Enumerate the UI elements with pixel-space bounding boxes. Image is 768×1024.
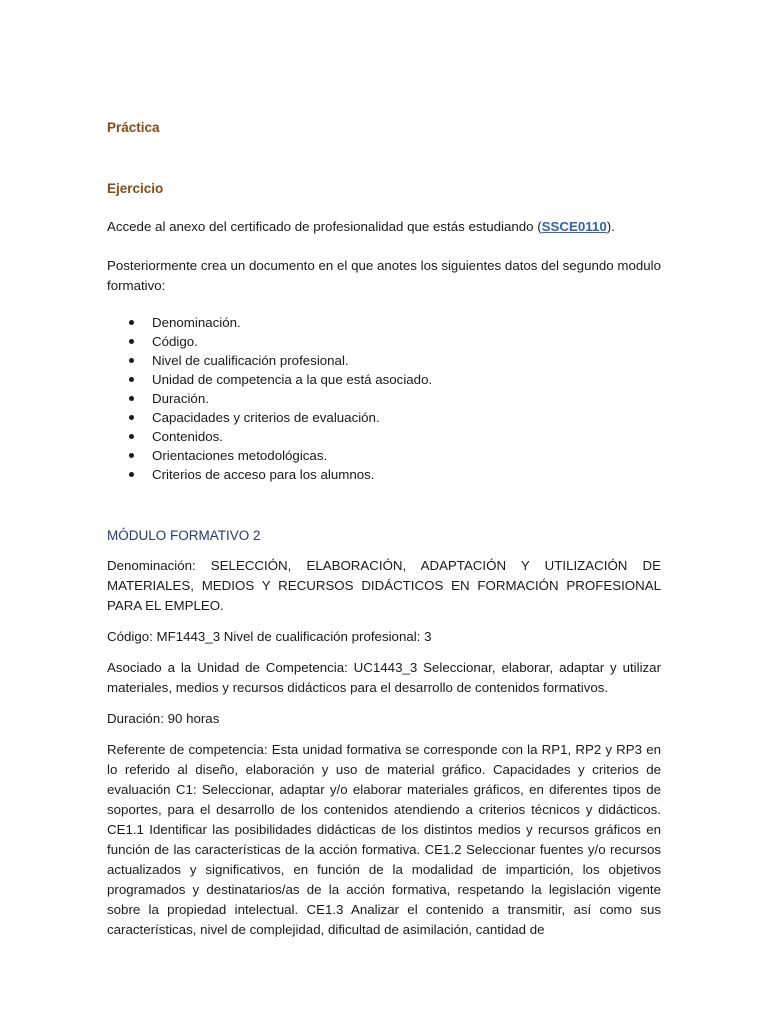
bullet-icon — [129, 453, 134, 458]
bullet-icon — [129, 339, 134, 344]
instructions-paragraph: Posteriormente crea un documento en el que anotes los siguientes datos del segundo modulo formativo: — [107, 258, 661, 293]
list-item: Código. — [107, 332, 661, 351]
data-list — [107, 313, 661, 484]
module-title: MÓDULO FORMATIVO 2 — [107, 528, 261, 543]
intro-text-before: Accede al anexo del certificado de profesionalidad que estás estudiando ( — [107, 219, 542, 234]
asociado-paragraph: Asociado a la Unidad de Competencia: UC1443_3 Seleccionar, elaborar, adaptar y utilizar materiales, medios y recursos didácticos para el desarrollo de contenidos formativos. — [107, 660, 661, 695]
bullet-icon — [129, 472, 134, 477]
bullet-icon — [129, 396, 134, 401]
referente-paragraph: Referente de competencia: Esta unidad formativa se corresponde con la RP1, RP2 y RP3 en lo referido al diseño, elaboración y uso de material gráfico. Capacidades y criterios de evaluación C1: Seleccionar, adaptar y/o elaborar materiales gráficos, en diferentes tipos de soportes, para el desarrollo de los contenidos atendiendo a criterios técnicos y didácticos. CE1.1 Identificar las posibilidades didácticas de los distintos medios y recursos gráficos en función de las características de la acción formativa. CE1.2 Seleccionar fuentes y/o recursos actualizados y significativos, en función de la modalidad de impartición, los objetivos programados y destinatarios/as de la acción formativa, respetando la legislación vigente sobre la propiedad intelectual. CE1.3 Analizar el contenido a transmitir, así como sus características, nivel de complejidad, dificultad de asimilación, cantidad de — [107, 742, 661, 937]
bullet-icon — [129, 415, 134, 420]
denominacion-paragraph: Denominación: SELECCIÓN, ELABORACIÓN, ADAPTACIÓN Y UTILIZACIÓN DE MATERIALES, MEDIOS Y RECURSOS DIDÁCTICOS EN FORMACIÓN PROFESIONAL PARA EL EMPLEO. — [107, 558, 661, 613]
bullet-icon — [129, 434, 134, 439]
bullet-icon — [129, 358, 134, 363]
list-item: Unidad de competencia a la que está asociado. — [107, 370, 661, 389]
list-item: Contenidos. — [107, 427, 661, 446]
list-item: Denominación. — [107, 313, 661, 332]
heading-practica: Práctica — [107, 120, 160, 135]
codigo-paragraph: Código: MF1443_3 Nivel de cualificación profesional: 3 — [107, 629, 432, 644]
list-item: Duración. — [107, 389, 661, 408]
list-item: Capacidades y criterios de evaluación. — [107, 408, 661, 427]
list-item: Nivel de cualificación profesional. — [107, 351, 661, 370]
list-item: Orientaciones metodológicas. — [107, 446, 661, 465]
heading-ejercicio: Ejercicio — [107, 181, 164, 196]
intro-text-after: ). — [606, 219, 615, 234]
certificate-link[interactable]: SSCE0110 — [541, 219, 607, 234]
bullet-icon — [129, 377, 134, 382]
list-item: Criterios de acceso para los alumnos. — [107, 465, 661, 484]
intro-paragraph — [107, 217, 661, 237]
duracion-paragraph: Duración: 90 horas — [107, 711, 220, 726]
bullet-icon — [129, 320, 134, 325]
